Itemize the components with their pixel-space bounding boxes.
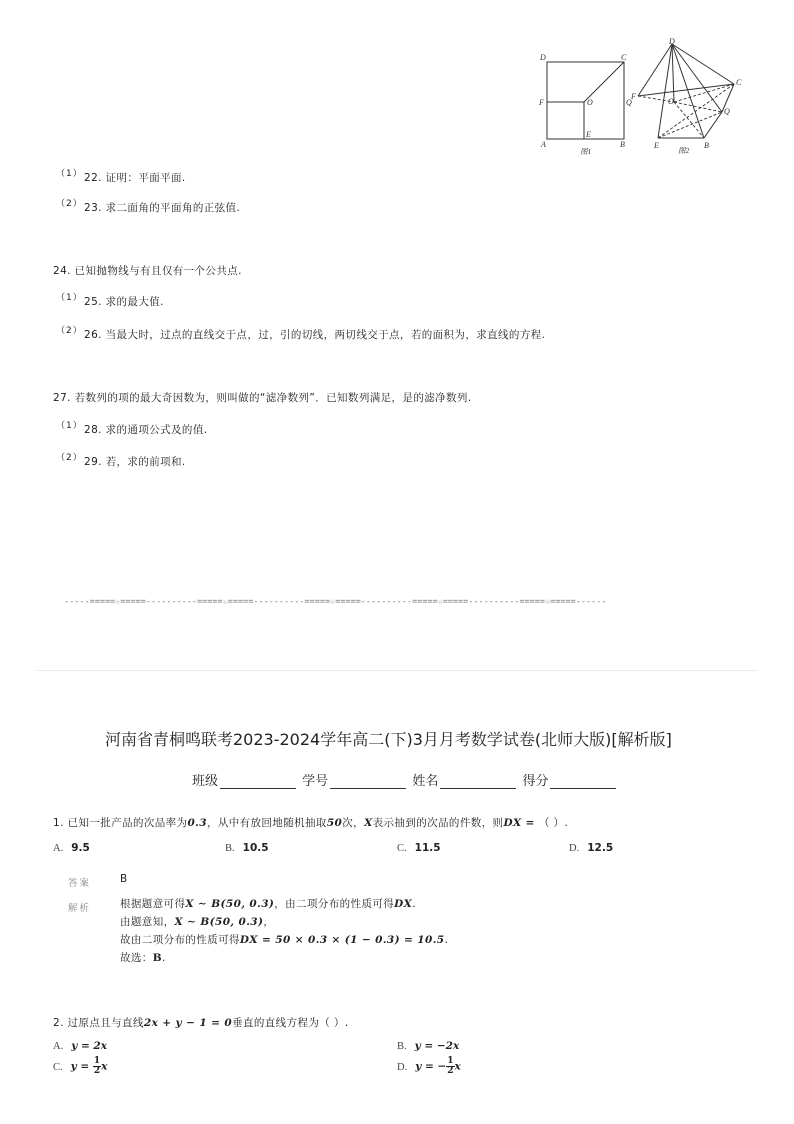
option-letter: A. — [53, 843, 64, 854]
numerator: 1 — [447, 1056, 454, 1066]
denominator: 2 — [447, 1066, 454, 1076]
q24-stem: 24. 已知抛物线与有且仅有一个公共点. — [53, 265, 242, 277]
math-n: 50 — [326, 817, 343, 829]
numerator: 1 — [93, 1056, 101, 1066]
question-text: 29. 若，求的前项和. — [84, 456, 186, 468]
q2-stem — [53, 1015, 349, 1030]
fig1-label-q: Q — [626, 98, 632, 107]
sub-number: （2） — [56, 453, 83, 463]
question-text: 25. 求的最大值. — [84, 296, 164, 308]
fig1-label-o: O — [587, 98, 593, 107]
math-line: 2x + y − 1 = 0 — [143, 1017, 233, 1029]
q2-option-a[interactable] — [53, 1040, 107, 1052]
sub-number: （1） — [56, 421, 83, 431]
star-divider: -----=====☆=====----------=====☆=====----------=====☆=====----------=====☆=====----------=====☆=====------ — [64, 597, 607, 607]
analysis-text: 故由二项分布的性质可得 — [120, 934, 240, 946]
option-tail: x — [454, 1060, 461, 1073]
name-label: 姓名 — [412, 774, 439, 789]
fig1-label-b: B — [620, 140, 625, 149]
stem-text: ，从中有放回地随机抽取 — [206, 817, 327, 829]
figure-2 — [628, 36, 752, 156]
fraction — [93, 1057, 101, 1076]
stem-text: 2. 过原点且与直线 — [53, 1017, 144, 1029]
segment-oc — [584, 62, 624, 102]
option-letter: C. — [397, 843, 407, 854]
fig2-caption: 图2 — [678, 146, 690, 155]
answer-value: B — [120, 873, 128, 885]
question-text: 22. 证明：平面平面. — [84, 172, 186, 184]
option-value: 9.5 — [71, 842, 90, 854]
analysis-math: X ∼ B(50, 0.3) — [185, 898, 275, 910]
analysis-line — [120, 895, 448, 913]
class-blank[interactable] — [220, 776, 296, 789]
fig2-label-e: E — [654, 141, 659, 150]
class-label: 班级 — [192, 774, 219, 789]
option-letter: D. — [569, 843, 580, 854]
fig2-label-f: F — [631, 92, 636, 101]
q1-option-c[interactable] — [397, 842, 441, 854]
option-letter: A. — [53, 1041, 64, 1052]
option-value: y = − — [415, 1060, 447, 1073]
analysis-line — [120, 931, 448, 949]
q27-stem: 27. 若数列的项的最大奇因数为，则叫做的“滤净数列”．已知数列满足，是的滤净数列. — [53, 392, 472, 404]
denominator: 2 — [93, 1066, 101, 1076]
q1-stem — [53, 815, 568, 830]
id-label: 学号 — [302, 774, 329, 789]
option-letter: B. — [397, 1041, 407, 1052]
name-blank[interactable] — [440, 776, 516, 789]
page-break-line — [36, 670, 758, 671]
analysis-line — [120, 913, 448, 931]
fraction — [446, 1057, 454, 1076]
math-dx: DX = — [503, 817, 539, 829]
stem-text: 1. 已知一批产品的次品率为 — [53, 817, 188, 829]
option-letter: D. — [397, 1061, 408, 1073]
analysis-math: B — [152, 952, 162, 964]
analysis-text: 由题意知， — [120, 916, 175, 928]
score-blank[interactable] — [550, 776, 616, 789]
page-title: 河南省青桐鸣联考2023-2024学年高二(下)3月月考数学试卷(北师大版)[解析版] — [105, 730, 672, 749]
answer-label: 答案 — [68, 878, 92, 889]
option-value: 10.5 — [242, 842, 269, 854]
option-value: y = −2x — [414, 1040, 460, 1052]
question-text: 23. 求二面角的平面角的正弦值. — [84, 202, 241, 214]
question-text: 28. 求的通项公式及的值. — [84, 424, 208, 436]
fig2-label-b: B — [704, 141, 709, 150]
figure-1 — [536, 48, 640, 156]
analysis-text: ， — [263, 916, 275, 928]
score-label: 得分 — [522, 774, 549, 789]
q2-option-b[interactable] — [397, 1040, 459, 1052]
analysis-text: 根据题意可得 — [120, 898, 186, 910]
question-text: 26. 当最大时，过点的直线交于点，过，引的切线，两切线交于点，若的面积为，求直线的方程. — [84, 329, 546, 341]
option-value: y = 2x — [71, 1040, 107, 1052]
sub-number: （1） — [56, 293, 83, 303]
q1-option-a[interactable] — [53, 842, 90, 854]
stem-text: 垂直的直线方程为（ ）. — [232, 1017, 349, 1029]
math-x: X — [364, 817, 373, 829]
fig2-label-q: Q — [724, 107, 730, 116]
analysis-block — [120, 895, 448, 967]
q2-option-d[interactable] — [397, 1057, 461, 1076]
fig2-label-d: D — [669, 37, 675, 46]
option-letter: C. — [53, 1061, 63, 1073]
option-tail: x — [101, 1060, 108, 1073]
sub-number: （2） — [56, 326, 83, 336]
sub-number: （1） — [56, 169, 83, 179]
analysis-text: . — [412, 898, 416, 910]
fig1-caption: 图1 — [580, 147, 592, 156]
analysis-text: . — [161, 952, 166, 964]
analysis-math: DX — [394, 898, 413, 910]
q1-option-d[interactable] — [569, 842, 613, 854]
q2-option-c[interactable] — [53, 1057, 107, 1076]
analysis-math: DX = 50 × 0.3 × (1 − 0.3) = 10.5 — [239, 934, 445, 946]
fig2-label-c: C — [736, 78, 742, 87]
sub-number: （2） — [56, 199, 83, 209]
fig1-label-e: E — [586, 130, 591, 139]
fig1-label-f: F — [539, 98, 544, 107]
fig2-label-o: O — [668, 97, 674, 106]
student-info-line — [192, 770, 618, 789]
stem-text: （ ）. — [538, 817, 569, 829]
analysis-line — [120, 949, 448, 967]
math-p: 0.3 — [187, 817, 207, 829]
id-blank[interactable] — [330, 776, 406, 789]
option-value: y = — [70, 1060, 93, 1073]
option-letter: B. — [225, 843, 235, 854]
fig1-label-c: C — [621, 53, 627, 62]
analysis-label: 解析 — [68, 903, 92, 914]
analysis-math: X ∼ B(50, 0.3) — [174, 916, 264, 928]
stem-text: 次， — [342, 817, 365, 829]
analysis-text: . — [444, 934, 449, 946]
q1-option-b[interactable] — [225, 842, 269, 854]
option-value: 11.5 — [414, 842, 441, 854]
fig1-label-a: A — [541, 140, 546, 149]
analysis-text: 故选： — [120, 952, 153, 964]
stem-text: 表示抽到的次品的件数，则 — [372, 817, 504, 829]
fig1-label-d: D — [540, 53, 546, 62]
option-value: 12.5 — [587, 842, 614, 854]
analysis-text: ，由二项分布的性质可得 — [274, 898, 395, 910]
